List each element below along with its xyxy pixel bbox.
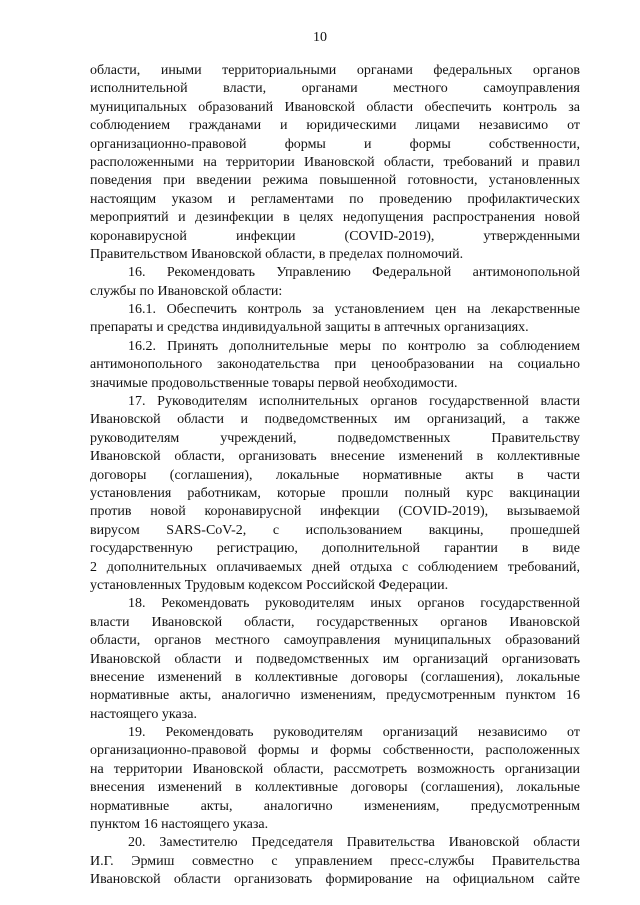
text-line: исполнительной власти, органами местного самоуправления xyxy=(90,81,580,97)
text-line: нормативные акты, аналогично изменениям, предусмотренным xyxy=(90,798,580,814)
text-line: мероприятий и дезинфекции в целях недопущения распространения новой xyxy=(90,210,580,226)
text-line: антимонопольного законодательства при ценообразовании на социально xyxy=(90,357,580,373)
text-line: службы по Ивановской области: xyxy=(90,283,283,299)
text-line: нормативные акты, аналогично изменениям, предусмотренным пунктом 16 xyxy=(90,688,580,704)
text-line: 20. Заместителю Председателя Правительства Ивановской области xyxy=(128,835,580,851)
text-line: Ивановской области и подведомственных им организаций, а также xyxy=(90,412,580,428)
text-line: соблюдением гражданами и юридическими лицами независимо от xyxy=(90,118,580,134)
text-line: 2 дополнительных оплачиваемых дней отдыха с соблюдением требований, xyxy=(90,559,580,575)
text-line: установленных Трудовым кодексом Российской Федерации. xyxy=(90,577,449,593)
document-body xyxy=(90,62,580,890)
text-line: 17. Руководителям исполнительных органов государственной власти xyxy=(128,394,580,410)
page-number: 10 xyxy=(313,30,327,45)
text-line: установления работникам, которые прошли полный курс вакцинации xyxy=(90,485,580,501)
text-line: государственную регистрацию, дополнительной гарантии в виде xyxy=(90,541,580,557)
text-line: 18. Рекомендовать руководителям иных органов государственной xyxy=(128,596,580,612)
text-line: организационно-правовой формы и формы собственности, расположенных xyxy=(90,743,580,759)
text-line: организационно-правовой формы и формы собственности, xyxy=(90,136,580,152)
text-line: 19. Рекомендовать руководителям организаций независимо от xyxy=(128,725,580,741)
text-line: настоящим указом и регламентами по проведению профилактических xyxy=(90,191,580,207)
text-line: настоящего указа. xyxy=(90,706,197,722)
text-line: вирусом SARS-CoV-2, с использованием вакцины, прошедшей xyxy=(90,522,580,538)
text-line: Ивановской области, организовать внесение изменений в коллективные xyxy=(90,449,580,465)
text-line: руководителям учреждений, подведомственных Правительству xyxy=(90,430,580,446)
text-line: препараты и средства индивидуальной защиты в аптечных организациях. xyxy=(90,320,529,336)
text-line: области, органов местного самоуправления муниципальных образований xyxy=(90,633,580,649)
text-line: договоры (соглашения), локальные нормативные акты в части xyxy=(90,467,580,483)
text-line: Ивановской области организовать формирование на официальном сайте xyxy=(90,872,580,888)
text-line: внесения изменений в коллективные договоры (соглашения), локальные xyxy=(90,780,580,796)
text-line: муниципальных образований Ивановской области обеспечить контроль за xyxy=(90,99,580,115)
text-line: расположенными на территории Ивановской области, требований и правил xyxy=(90,154,580,170)
text-line: 16.1. Обеспечить контроль за установлением цен на лекарственные xyxy=(128,302,580,318)
text-line: значимые продовольственные товары первой необходимости. xyxy=(90,375,458,391)
text-line: области, иными территориальными органами федеральных органов xyxy=(90,63,580,78)
text-line: против новой коронавирусной инфекции (COVID-2019), вызываемой xyxy=(90,504,580,520)
text-line: коронавирусной инфекции (COVID-2019), утвержденными xyxy=(90,228,580,244)
text-line: 16. Рекомендовать Управлению Федеральной антимонопольной xyxy=(128,265,580,281)
text-line: Правительством Ивановской области, в пределах полномочий. xyxy=(90,246,464,262)
text-line: 16.2. Принять дополнительные меры по контролю за соблюдением xyxy=(128,338,580,354)
text-line: Ивановской области и подведомственных им организаций организовать xyxy=(90,651,580,667)
text-line: внесение изменений в коллективные договоры (соглашения), локальные xyxy=(90,669,580,685)
text-line: власти Ивановской области, государственных органов Ивановской xyxy=(90,614,580,630)
text-line: поведения при введении режима повышенной готовности, установленных xyxy=(90,173,580,189)
text-line: на территории Ивановской области, рассмотреть возможность организации xyxy=(90,761,580,777)
text-line: И.Г. Эрмиш совместно с управлением пресс-службы Правительства xyxy=(90,853,580,869)
text-line: пунктом 16 настоящего указа. xyxy=(90,817,269,833)
